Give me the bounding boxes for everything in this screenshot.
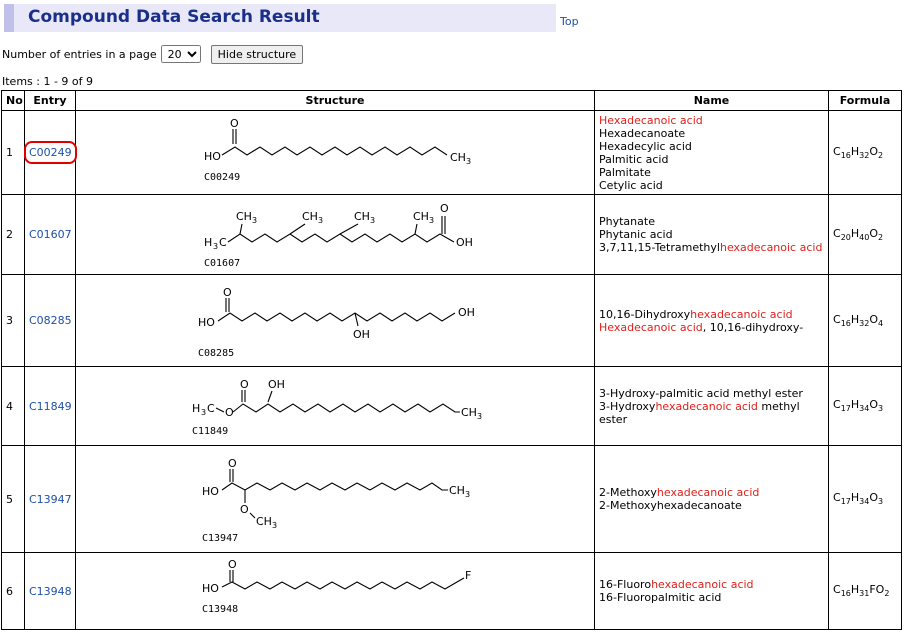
structure-cell <box>76 367 595 446</box>
compound-name: Palmitic acid <box>599 152 669 166</box>
svg-text:O: O <box>225 405 234 419</box>
table-row <box>2 367 902 446</box>
svg-text:CH: CH <box>236 209 252 223</box>
structure-cell <box>76 446 595 553</box>
compound-name: Hexadecylic acid <box>599 139 692 153</box>
formula-cell: $C_{16}H_{32}O_4$ <box>829 275 902 367</box>
formula-cell: $C_{16}H_{32}O_2$ <box>829 111 902 195</box>
svg-text:C: C <box>219 235 227 249</box>
structure-cell <box>76 111 595 195</box>
controls-bar <box>2 44 303 64</box>
svg-text:3: 3 <box>318 215 324 225</box>
formula-cell: $C_{20}H_{40}O_2$ <box>829 195 902 275</box>
name-cell <box>595 275 829 367</box>
compound-name: Hexadecanoic acid <box>599 113 703 127</box>
structure-cell <box>76 275 595 367</box>
structure-image[interactable] <box>80 447 599 552</box>
entry-cell <box>25 275 76 367</box>
entry-cell <box>25 553 76 630</box>
svg-text:C13948: C13948 <box>202 603 239 615</box>
entry-link[interactable]: C08285 <box>29 314 72 327</box>
svg-text:CH: CH <box>449 483 465 497</box>
entry-cell <box>25 111 76 195</box>
svg-text:3: 3 <box>272 520 278 530</box>
table-row <box>2 275 902 367</box>
compound-name: Cetylic acid <box>599 178 663 192</box>
svg-text:C11849: C11849 <box>192 425 229 437</box>
compound-name: 10,16-Dihydroxyhexadecanoic acid <box>599 307 793 321</box>
entry-link[interactable]: C13947 <box>29 492 72 506</box>
svg-text:C13947: C13947 <box>202 532 239 544</box>
table-row <box>2 553 902 630</box>
name-cell <box>595 195 829 275</box>
entries-per-page-select[interactable] <box>161 45 201 63</box>
svg-text:O: O <box>228 456 237 470</box>
svg-text:3: 3 <box>465 489 471 499</box>
structure-image[interactable] <box>80 112 599 194</box>
svg-text:C: C <box>207 401 215 415</box>
entry-link[interactable]: C00249 <box>29 146 72 159</box>
svg-text:CH: CH <box>461 405 477 419</box>
entry-cell <box>25 367 76 446</box>
compound-name: 16-Fluoropalmitic acid <box>599 591 722 604</box>
svg-text:3: 3 <box>466 156 472 166</box>
svg-text:3: 3 <box>477 411 483 421</box>
svg-text:H: H <box>192 401 201 415</box>
svg-text:H: H <box>204 235 213 249</box>
formula-cell: $C_{17}H_{34}O_3$ <box>829 367 902 446</box>
svg-text:HO: HO <box>202 581 219 595</box>
name-cell <box>595 367 829 446</box>
structure-image[interactable] <box>80 196 599 274</box>
svg-text:3: 3 <box>213 241 219 251</box>
svg-text:HO: HO <box>198 315 215 329</box>
svg-text:OH: OH <box>353 327 370 341</box>
svg-text:CH: CH <box>256 514 272 528</box>
svg-text:3: 3 <box>252 215 258 225</box>
svg-text:O: O <box>240 377 249 391</box>
structure-cell <box>76 553 595 630</box>
table-row <box>2 446 902 553</box>
col-header-structure: Structure <box>76 91 595 111</box>
svg-text:CH: CH <box>450 150 466 164</box>
svg-text:OH: OH <box>458 305 475 319</box>
hide-structure-button[interactable]: Hide structure <box>211 45 304 64</box>
svg-text:HO: HO <box>204 149 221 163</box>
svg-text:3: 3 <box>201 407 207 417</box>
compound-name: Hexadecanoic acid, 10,16-dihydroxy- <box>599 320 804 334</box>
row-number: 3 <box>2 275 25 367</box>
col-header-name: Name <box>595 91 829 111</box>
svg-text:O: O <box>440 201 449 215</box>
formula-cell: $C_{17}H_{34}O_3$ <box>829 446 902 553</box>
compound-name: Phytanic acid <box>599 228 673 241</box>
col-header-entry: Entry <box>25 91 76 111</box>
page-title: Compound Data Search Result <box>28 7 320 27</box>
top-link[interactable]: Top <box>560 15 579 28</box>
name-cell <box>595 446 829 553</box>
svg-text:O: O <box>223 285 232 299</box>
svg-text:O: O <box>228 557 237 571</box>
title-bar <box>4 4 556 32</box>
entries-per-page-label: Number of entries in a page <box>2 47 157 61</box>
entry-link[interactable]: C13948 <box>29 584 72 598</box>
col-header-no: No <box>2 91 25 111</box>
row-number: 1 <box>2 111 25 195</box>
compound-name: 3-Hydroxyhexadecanoic acid methyl ester <box>599 399 800 426</box>
svg-text:OH: OH <box>456 235 473 249</box>
row-number: 2 <box>2 195 25 275</box>
structure-cell <box>76 195 595 275</box>
formula-cell: $C_{16}H_{31}FO_2$ <box>829 553 902 630</box>
table-row <box>2 195 902 275</box>
svg-text:C00249: C00249 <box>204 171 241 183</box>
structure-image[interactable] <box>80 368 599 445</box>
results-table <box>1 90 902 630</box>
name-cell <box>595 553 829 630</box>
svg-text:HO: HO <box>202 484 219 498</box>
row-number: 4 <box>2 367 25 446</box>
table-header-row <box>2 91 902 111</box>
table-row <box>2 111 902 195</box>
compound-name: Hexadecanoate <box>599 126 686 140</box>
svg-text:3: 3 <box>429 215 435 225</box>
compound-name: Palmitate <box>599 165 651 179</box>
svg-text:CH: CH <box>413 209 429 223</box>
entry-cell <box>25 195 76 275</box>
svg-text:O: O <box>240 502 249 516</box>
svg-text:CH: CH <box>354 209 370 223</box>
svg-text:OH: OH <box>268 377 285 391</box>
svg-text:O: O <box>230 116 239 130</box>
col-header-formula: Formula <box>829 91 902 111</box>
structure-image[interactable] <box>80 554 599 629</box>
compound-name: 2-Methoxyhexadecanoate <box>599 499 742 512</box>
svg-text:F: F <box>465 568 472 582</box>
svg-text:3: 3 <box>370 215 376 225</box>
compound-name: 3-Hydroxy-palmitic acid methyl ester <box>599 386 803 400</box>
row-number: 6 <box>2 553 25 630</box>
entry-link[interactable]: C01607 <box>29 228 72 241</box>
row-number: 5 <box>2 446 25 553</box>
items-count: Items : 1 - 9 of 9 <box>2 75 94 88</box>
compound-name: 16-Fluorohexadecanoic acid <box>599 578 754 591</box>
name-cell <box>595 111 829 195</box>
svg-text:CH: CH <box>302 209 318 223</box>
entry-cell <box>25 446 76 553</box>
svg-text:C08285: C08285 <box>198 347 235 359</box>
svg-text:C01607: C01607 <box>204 257 241 269</box>
structure-image[interactable] <box>80 276 599 366</box>
compound-name: Phytanate <box>599 215 655 228</box>
compound-name: 2-Methoxyhexadecanoic acid <box>599 486 760 499</box>
compound-name: 3,7,11,15-Tetramethylhexadecanoic acid <box>599 241 823 254</box>
entry-link[interactable]: C11849 <box>29 399 72 413</box>
